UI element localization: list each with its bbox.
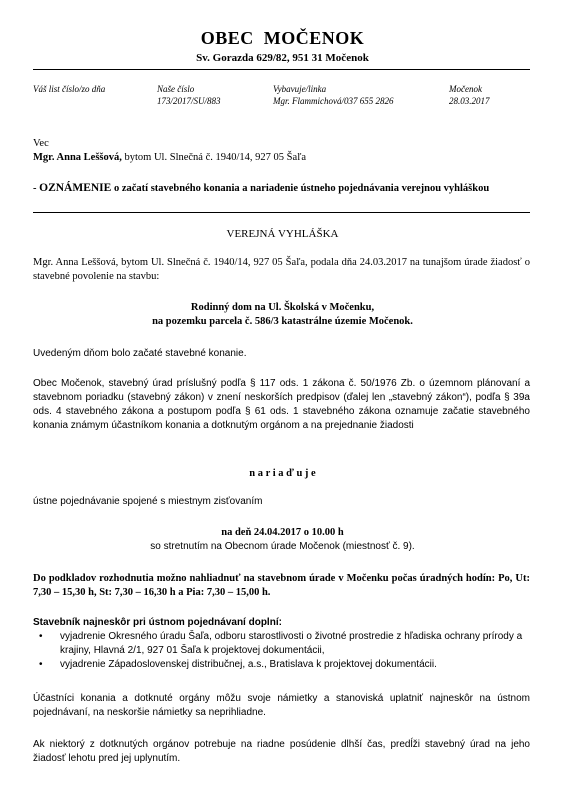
header-divider	[33, 69, 530, 70]
ref-label: Naše číslo	[157, 84, 195, 94]
ref-value: 173/2017/SU/883	[157, 96, 221, 106]
subject-label: Vec	[33, 138, 49, 149]
reference-handled-by	[273, 83, 394, 107]
notice-dash: -	[33, 183, 40, 194]
notice-subject	[33, 181, 530, 196]
applicant-line	[33, 151, 306, 165]
objections-paragraph: Účastníci konania a dotknuté orgány môžu svoje námietky a stanoviská uplatniť najneskôr na ústnom pojednávaní, na neskoršie námietky sa neprihliadne.	[33, 693, 530, 718]
builder-requirements	[33, 616, 282, 630]
reference-our-number	[157, 83, 221, 107]
extension-paragraph: Ak niektorý z dotknutých orgánov potrebuje na riadne posúdenie dlhší čas, predĺži stavebný úrad na jeho žiadosť lehotu pred jej uplynutím.	[33, 739, 530, 764]
municipality-address: Sv. Gorazda 629/82, 951 31 Močenok	[196, 52, 369, 64]
applicant-address: bytom Ul. Slnečná č. 1940/14, 927 05 Šaľa	[121, 152, 307, 163]
building-line-1: Rodinný dom na Ul. Školská v Močenku,	[190, 302, 375, 313]
subject-divider	[33, 212, 530, 213]
office-hours: Do podkladov rozhodnutia možno nahliadnuť na stavebnom úrade v Močenku počas úradných hodín: Po, Ut: 7,30 – 15,30 h, St: 7,30 – 16,30 h a Pia: 7,30 – 15,00 h.	[33, 573, 530, 598]
public-notice-heading: VEREJNÁ VYHLÁŠKA	[226, 228, 339, 240]
ref-label: Váš list číslo/zo dňa	[33, 84, 106, 94]
list-item: • vyjadrenie Západoslovenskej distribučnej, a.s., Bratislava k projektovej dokumentácii.	[33, 658, 530, 672]
authority-paragraph: Obec Močenok, stavebný úrad príslušný podľa § 117 ods. 1 zákona č. 50/1976 Zb. o územnom plánovaní a stavebnom poriadku (stavebný zákon) v znení neskorších predpisov (ďalej len „stavebný zákon“), podľa § 39a ods. 4 stavebného zákona a postupom podľa § 61 ods. 1 stavebného zákona oznamuje začatie stavebného konania známym účastníkom konania a dotknutým orgánom a na prejednanie žiadosti	[33, 378, 530, 431]
builder-intro: Stavebník najneskôr pri ústnom pojednávaní doplní:	[33, 617, 282, 628]
intro-paragraph: Mgr. Anna Leššová, bytom Ul. Slnečná č. 1940/14, 927 05 Šaľa, podala dňa 24.03.2017 na tunajšom úrade žiadosť o stavebné povolenie na stavbu:	[33, 257, 530, 282]
ref-value: Mgr. Flammichová/037 655 2826	[273, 96, 394, 106]
reference-your-letter	[33, 83, 105, 95]
hearing-place: so stretnutím na Obecnom úrade Močenok (miestnosť č. 9).	[150, 541, 415, 552]
municipality-title: OBEC MOČENOK	[200, 28, 365, 48]
hearing-type: ústne pojednávanie spojené s miestnym zisťovaním	[33, 496, 263, 507]
ref-label: Vybavuje/linka	[273, 84, 327, 94]
reference-place-date	[449, 83, 490, 107]
applicant-name: Mgr. Anna Leššová,	[33, 152, 122, 163]
hearing-date: na deň 24.04.2017 o 10.00 h	[221, 527, 344, 538]
procedure-started: Uvedeným dňom bolo začaté stavebné konanie.	[33, 348, 247, 359]
ref-label: Močenok	[449, 84, 482, 94]
orders-heading: n a r i a ď u j e	[249, 468, 316, 479]
requirements-list	[33, 630, 530, 672]
list-item: • vyjadrenie Okresného úradu Šaľa, odboru starostlivosti o životné prostredie z hľadiska ochrany prírody a krajiny, Hlavná 2/1, 927 01 Šaľa k projektovej dokumentácii,	[33, 630, 530, 658]
notice-text: o začatí stavebného konania a nariadenie ústneho pojednávania verejnou vyhláškou	[111, 183, 490, 194]
notice-keyword: OZNÁMENIE	[39, 182, 112, 194]
ref-value: 28.03.2017	[449, 96, 490, 106]
building-line-2: na pozemku parcela č. 586/3 katastrálne územie Močenok.	[152, 316, 413, 327]
